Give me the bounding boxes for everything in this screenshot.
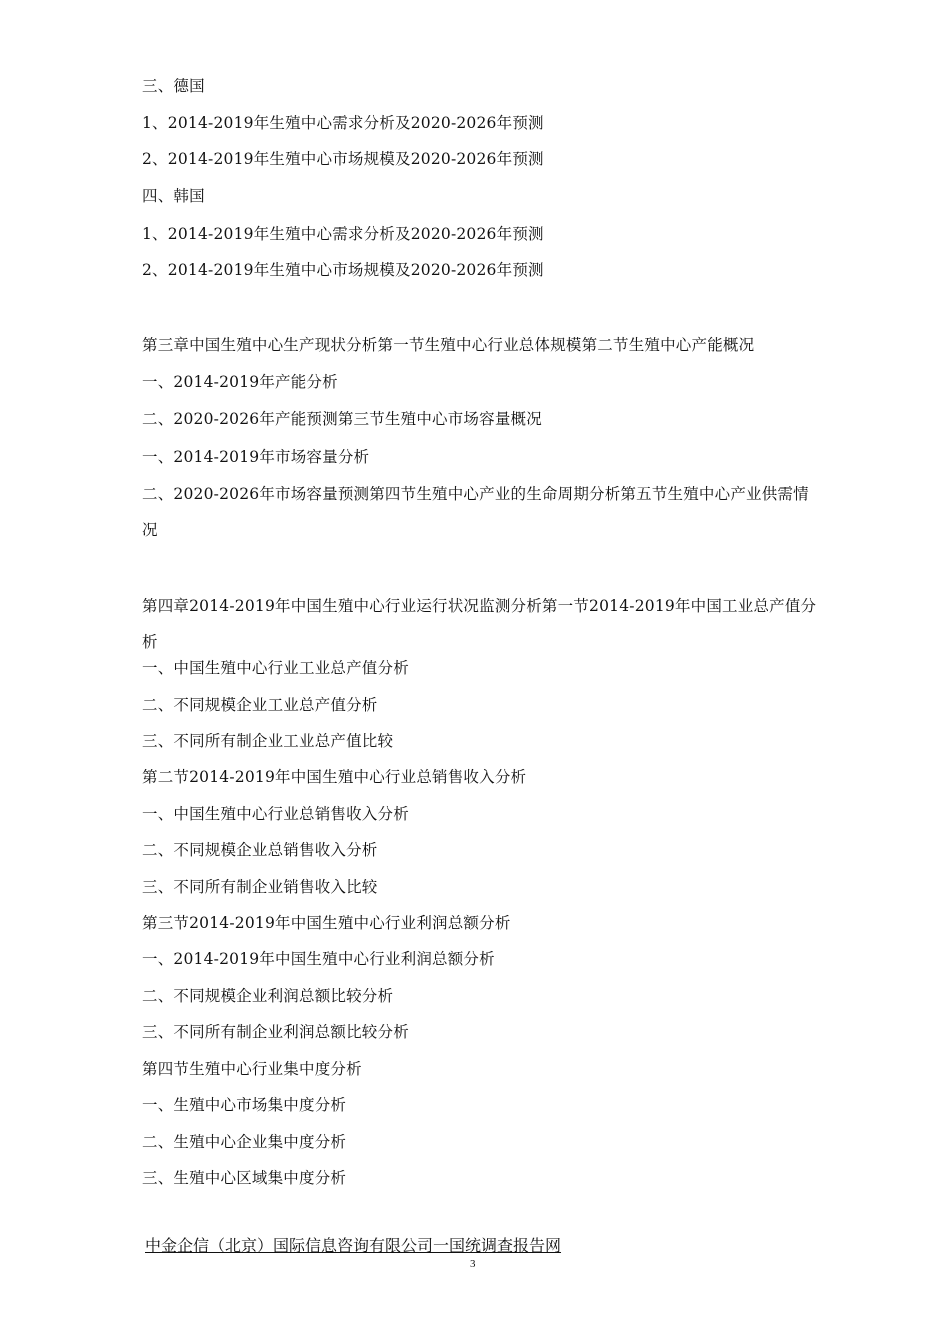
toc-line: 一、生殖中心市场集中度分析 bbox=[142, 1096, 347, 1114]
toc-line: 二、不同规模企业工业总产值分析 bbox=[142, 696, 378, 714]
toc-line: 三、生殖中心区域集中度分析 bbox=[142, 1169, 347, 1187]
toc-line: 三、不同所有制企业利润总额比较分析 bbox=[142, 1023, 409, 1041]
footer-company-link[interactable]: 中金企信（北京）国际信息咨询有限公司一国统调查报告网 bbox=[145, 1236, 562, 1255]
section-heading: 第二节2014-2019年中国生殖中心行业总销售收入分析 bbox=[142, 768, 527, 786]
toc-line: 2、2014-2019年生殖中心市场规模及2020-2026年预测 bbox=[142, 150, 544, 168]
toc-line: 二、生殖中心企业集中度分析 bbox=[142, 1133, 347, 1151]
toc-line: 三、不同所有制企业工业总产值比较 bbox=[142, 732, 394, 750]
page-number: 3 bbox=[470, 1258, 476, 1270]
toc-line: 2、2014-2019年生殖中心市场规模及2020-2026年预测 bbox=[142, 261, 544, 279]
chapter-4-heading: 第四章2014-2019年中国生殖中心行业运行状况监测分析第一节2014-2019年中国工业总产值分析 bbox=[142, 597, 817, 651]
toc-line-wrapped: 二、2020-2026年市场容量预测第四节生殖中心产业的生命周期分析第五节生殖中心产业供需情况 bbox=[142, 485, 809, 539]
toc-line: 一、2014-2019年市场容量分析 bbox=[142, 448, 370, 466]
chapter-3-heading: 第三章中国生殖中心生产现状分析第一节生殖中心行业总体规模第二节生殖中心产能概况 bbox=[142, 336, 755, 354]
toc-line-germany: 三、德国 bbox=[142, 77, 205, 95]
section-heading: 第四节生殖中心行业集中度分析 bbox=[142, 1060, 362, 1078]
toc-line: 一、2014-2019年中国生殖中心行业利润总额分析 bbox=[142, 950, 495, 968]
toc-line-korea: 四、韩国 bbox=[142, 187, 205, 205]
toc-line: 一、中国生殖中心行业工业总产值分析 bbox=[142, 659, 409, 677]
toc-line: 一、2014-2019年产能分析 bbox=[142, 373, 338, 391]
toc-line: 1、2014-2019年生殖中心需求分析及2020-2026年预测 bbox=[142, 114, 544, 132]
toc-line: 一、中国生殖中心行业总销售收入分析 bbox=[142, 805, 409, 823]
toc-line: 1、2014-2019年生殖中心需求分析及2020-2026年预测 bbox=[142, 225, 544, 243]
toc-line: 二、2020-2026年产能预测第三节生殖中心市场容量概况 bbox=[142, 410, 542, 428]
toc-line: 二、不同规模企业总销售收入分析 bbox=[142, 841, 378, 859]
toc-line: 三、不同所有制企业销售收入比较 bbox=[142, 878, 378, 896]
section-heading: 第三节2014-2019年中国生殖中心行业利润总额分析 bbox=[142, 914, 511, 932]
toc-line: 二、不同规模企业利润总额比较分析 bbox=[142, 987, 394, 1005]
